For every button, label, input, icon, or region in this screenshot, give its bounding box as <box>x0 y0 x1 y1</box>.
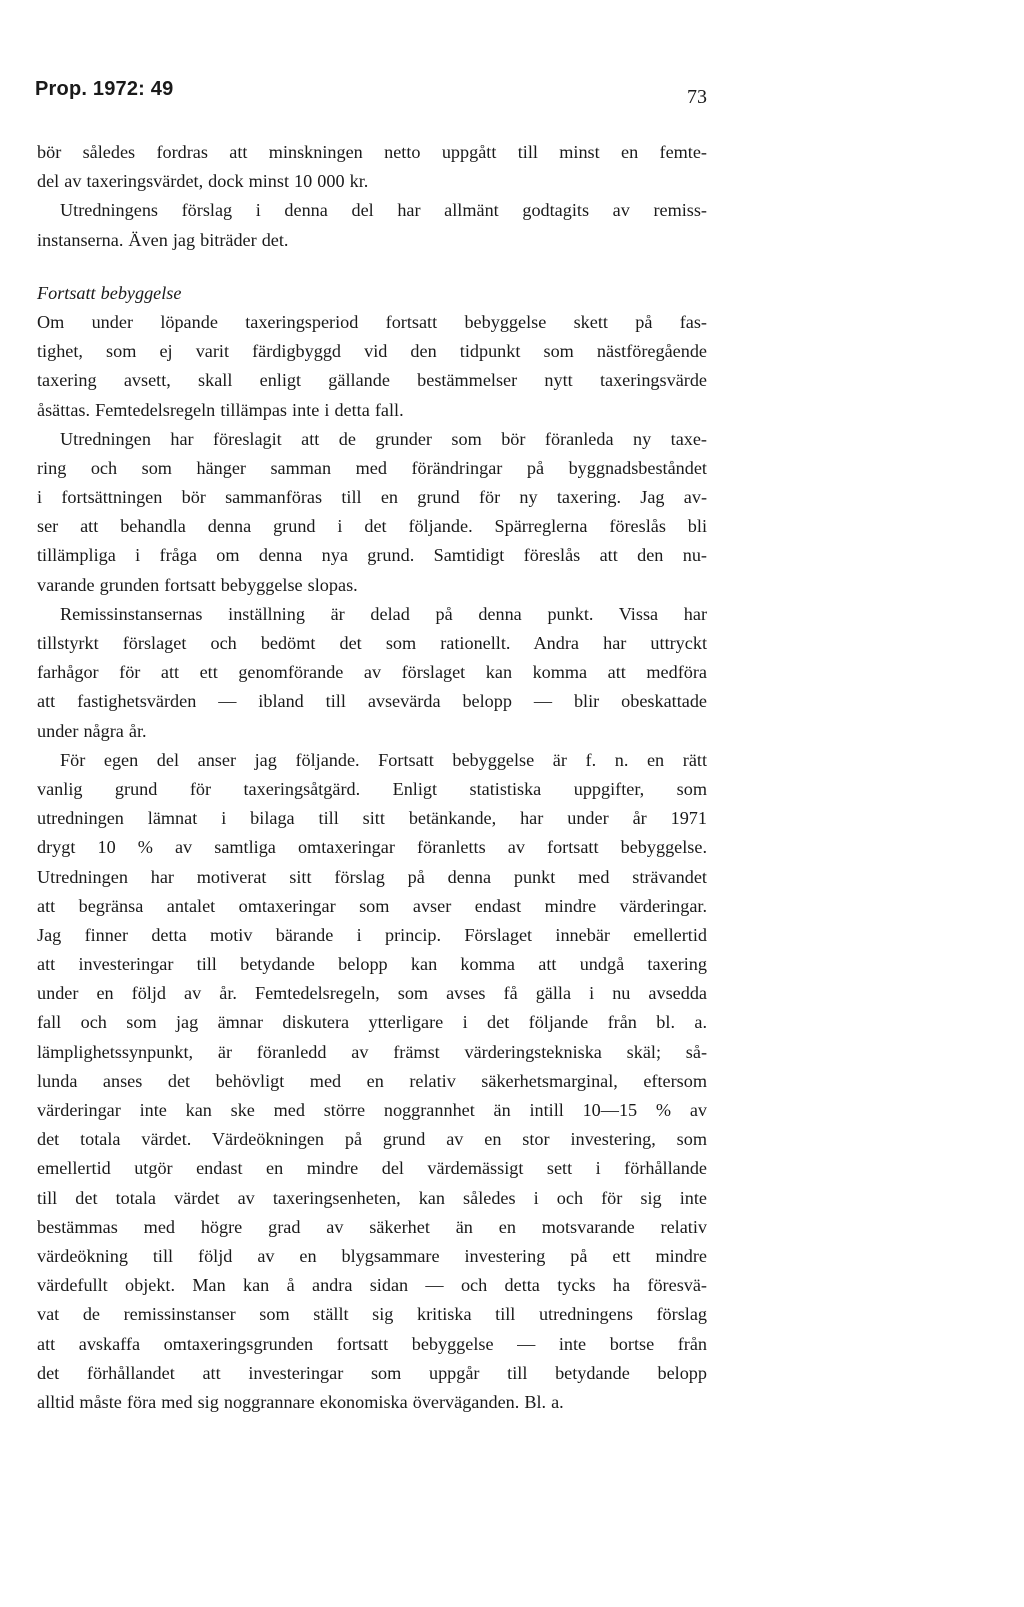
text-line: Om under löpande taxeringsperiod fortsatt bebyggelse skett på fas- <box>37 311 707 332</box>
running-header <box>35 78 707 108</box>
text-line: lämplighetssynpunkt, är föranledd av främst värderingstekniska skäl; så- <box>37 1041 707 1062</box>
text-line: Utredningen har motiverat sitt förslag på denna punkt med strävandet <box>37 866 707 887</box>
text-line: ser att behandla denna grund i det följande. Spärreglerna föreslås bli <box>37 516 707 537</box>
text-line: tillstyrkt förslaget och bedömt det som rationellt. Andra har uttryckt <box>37 633 707 653</box>
text-line: tillämpliga i fråga om denna nya grund. Samtidigt föreslås att den nu- <box>37 545 707 566</box>
text-line: del av taxeringsvärdet, dock minst 10 000 kr. <box>37 171 369 192</box>
text-line: Remissinstansernas inställning är delad på denna punkt. Vissa har <box>60 603 707 624</box>
text-line: Jag finner detta motiv bärande i princip. Förslaget innebär emellertid <box>37 924 707 945</box>
text-line: under några år. <box>37 720 147 741</box>
text-line: bör således fordras att minskningen netto uppgått till minst en femte- <box>37 142 707 162</box>
text-line: utredningen lämnat i bilaga till sitt betänkande, har under år 1971 <box>37 808 707 829</box>
text-line: det förhållandet att investeringar som uppgår till betydande belopp <box>37 1362 707 1383</box>
text-line: varande grunden fortsatt bebyggelse slopas. <box>37 574 358 595</box>
text-line: emellertid utgör endast en mindre del värdemässigt sett i förhållande <box>37 1158 707 1179</box>
text-line: värdeökning till följd av en blygsammare investering på ett mindre <box>37 1245 707 1266</box>
text-line: att begränsa antalet omtaxeringar som avser endast mindre värderingar. <box>37 895 707 916</box>
text-line: värderingar inte kan ske med större noggrannhet än intill 10—15 % av <box>37 1100 707 1120</box>
text-line: under en följd av år. Femtedelsregeln, som avses få gälla i nu avsedda <box>37 983 707 1004</box>
section-heading: Fortsatt bebyggelse <box>37 282 182 303</box>
text-line: alltid måste föra med sig noggrannare ekonomiska överväganden. Bl. a. <box>37 1391 564 1412</box>
text-line: fall och som jag ämnar diskutera ytterligare i det följande från bl. a. <box>37 1012 707 1033</box>
text-line: lunda anses det behövligt med en relativ säkerhetsmarginal, eftersom <box>37 1070 707 1091</box>
text-line: Utredningens förslag i denna del har allmänt godtagits av remiss- <box>60 200 707 221</box>
text-line: vanlig grund för taxeringsåtgärd. Enligt statistiska uppgifter, som <box>37 778 707 799</box>
text-line: att avskaffa omtaxeringsgrunden fortsatt bebyggelse — inte bortse från <box>37 1333 707 1354</box>
text-line: vat de remissinstanser som ställt sig kritiska till utredningens förslag <box>37 1304 707 1325</box>
text-line: värdefullt objekt. Man kan å andra sidan — och detta tycks ha föresvä- <box>37 1275 707 1296</box>
text-line: drygt 10 % av samtliga omtaxeringar föranletts av fortsatt bebyggelse. <box>37 837 707 858</box>
body-text <box>37 138 707 1417</box>
text-line: farhågor för att ett genomförande av förslaget kan komma att medföra <box>37 662 707 683</box>
text-line: bestämmas med högre grad av säkerhet än en motsvarande relativ <box>37 1216 707 1237</box>
text-line: tighet, som ej varit färdigbyggd vid den tidpunkt som nästföregående <box>37 341 707 362</box>
text-line: i fortsättningen bör sammanföras till en grund för ny taxering. Jag av- <box>37 487 707 508</box>
text-line: ring och som hänger samman med förändringar på byggnadsbeståndet <box>37 457 707 478</box>
text-line: instanserna. Även jag biträder det. <box>37 229 289 250</box>
page-number: 73 <box>687 86 707 108</box>
text-line: taxering avsett, skall enligt gällande bestämmelser nytt taxeringsvärde <box>37 370 707 391</box>
text-line: det totala värdet. Värdeökningen på grund av en stor investering, som <box>37 1129 707 1150</box>
text-line: att investeringar till betydande belopp kan komma att undgå taxering <box>37 954 707 975</box>
text-line: åsättas. Femtedelsregeln tillämpas inte i detta fall. <box>37 399 404 420</box>
text-line: att fastighetsvärden — ibland till avsevärda belopp — blir obeskattade <box>37 691 707 712</box>
text-line: Utredningen har föreslagit att de grunder som bör föranleda ny taxe- <box>60 428 707 449</box>
publication-reference: Prop. 1972: 49 <box>35 78 174 100</box>
text-line: För egen del anser jag följande. Fortsatt bebyggelse är f. n. en rätt <box>60 749 707 770</box>
section-gap <box>37 255 707 277</box>
text-line: till det totala värdet av taxeringsenheten, kan således i och för sig inte <box>37 1187 707 1208</box>
